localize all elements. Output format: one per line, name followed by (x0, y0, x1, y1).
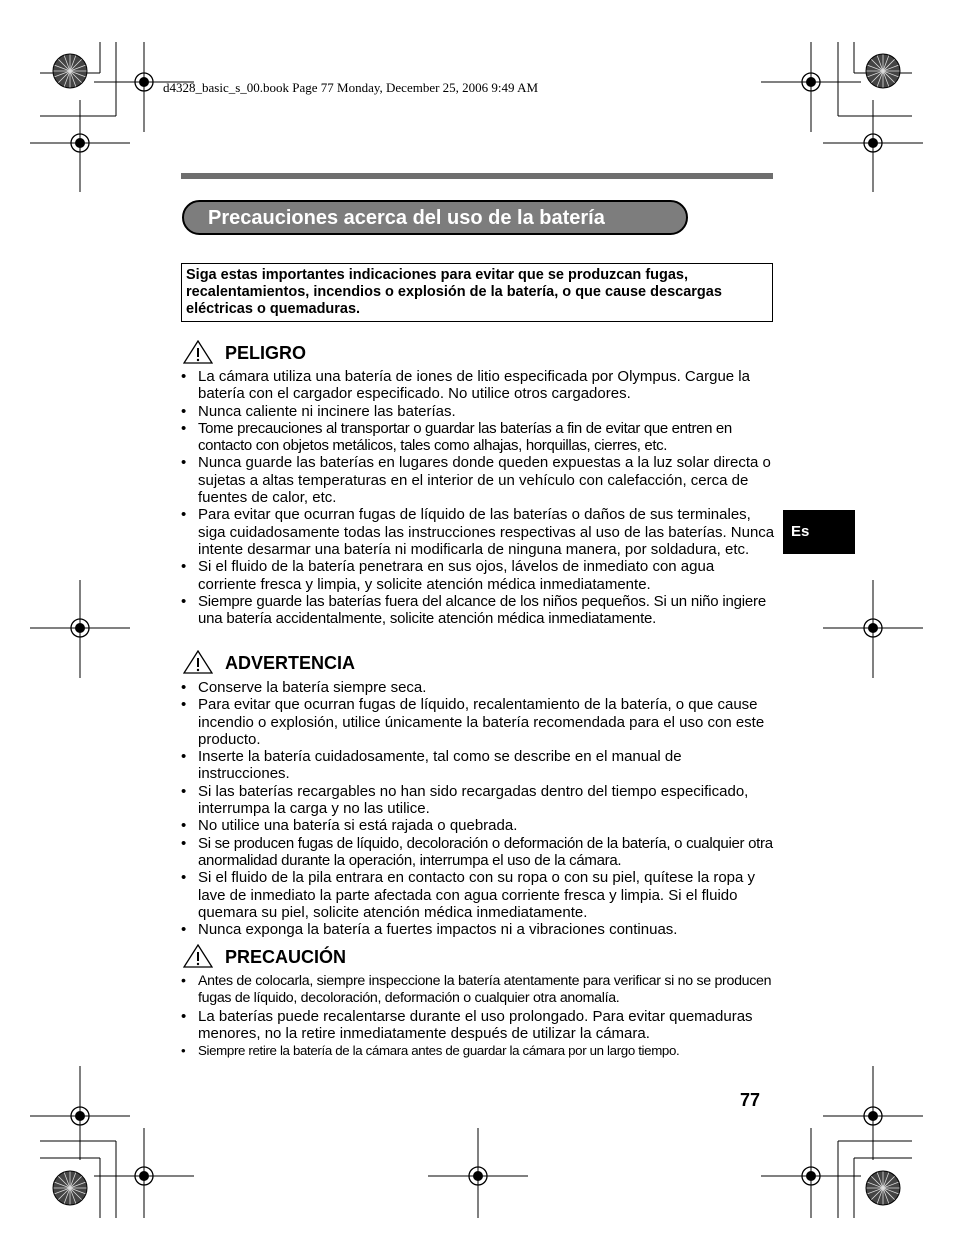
section-precaucion-heading (183, 944, 346, 968)
page-number: 77 (740, 1090, 761, 1110)
section-peligro-heading (183, 340, 306, 364)
list-item: • Si se producen fugas de líquido, decoloración o deformación de la batería, o cualquier otra anormalidad durante la operación, interrumpa el uso de la cámara. (181, 835, 775, 870)
list-item: • Si el fluido de la pila entrara en contacto con su ropa o con su piel, quítese la ropa y lave de inmediato la parte afectada con agua corriente fresca y limpia. Si el fluido quemara su piel, solicite atención médica inmediatamente. (181, 869, 775, 921)
list-item: • La cámara utiliza una batería de iones de litio especificada por Olympus. Cargue la batería con el cargador especificado. No utilice otros cargadores. (181, 368, 775, 403)
list-item: • Para evitar que ocurran fugas de líquido de las baterías o daños de sus terminales, siga cuidadosamente todas las instrucciones respectivas al uso de las baterías. Nunca intente desarmar una batería ni modificarla de ninguna manera, por soldadura, etc. (181, 506, 775, 558)
list-item: • No utilice una batería si está rajada o quebrada. (181, 817, 775, 834)
list-item: • Para evitar que ocurran fugas de líquido, recalentamiento de la batería, o que cause incendio o explosión, utilice únicamente la batería recomendada para el uso con este producto. (181, 696, 775, 748)
list-item: • Nunca exponga la batería a fuertes impactos ni a vibraciones continuas. (181, 921, 775, 938)
intro-box: Siga estas importantes indicaciones para evitar que se produzcan fugas, recalentamientos, incendios o explosión de la batería, o que cause descargas eléctricas o quemaduras. (181, 263, 773, 322)
list-item: • Nunca guarde las baterías en lugares donde queden expuestas a la luz solar directa o sujetas a altas temperaturas en el interior de un vehículo con calefacción, cerca de fuentes de calor, etc. (181, 454, 775, 506)
page-title: Precauciones acerca del uso de la batería (208, 207, 605, 229)
warning-triangle-icon (183, 650, 213, 674)
section-heading: PELIGRO (225, 343, 307, 363)
list-item: • Nunca caliente ni incinere las baterías. (181, 403, 775, 420)
section-heading: ADVERTENCIA (225, 653, 356, 673)
list-item: • Si el fluido de la batería penetrara en sus ojos, lávelos de inmediato con agua corriente fresca y limpia, y solicite atención médica inmediatamente. (181, 558, 775, 593)
section-advertencia-heading (183, 650, 355, 674)
list-item: • Siempre retire la batería de la cámara antes de guardar la cámara por un largo tiempo. (181, 1042, 775, 1059)
warning-triangle-icon (183, 340, 213, 364)
list-item: • Antes de colocarla, siempre inspeccione la batería atentamente para verificar si no se producen fugas de líquido, decoloración, deformación o cualquier otra anomalía. (181, 973, 775, 1008)
list-item: • Conserve la batería siempre seca. (181, 679, 775, 696)
file-info-header: d4328_basic_s_00.book Page 77 Monday, December 25, 2006 9:49 AM (163, 80, 539, 95)
list-item: • Tome precauciones al transportar o guardar las baterías a fin de evitar que entren en contacto con objetos metálicos, tales como alhajas, horquillas, cierres, etc. (181, 420, 775, 455)
language-tab: Es (783, 510, 855, 554)
section-heading: PRECAUCIÓN (225, 947, 347, 967)
list-item: • Inserte la batería cuidadosamente, tal como se describe en el manual de instrucciones. (181, 748, 775, 783)
list-item: • Si las baterías recargables no han sido recargadas dentro del tiempo especificado, interrumpa la carga y no las utilice. (181, 783, 775, 818)
list-item: • La baterías puede recalentarse durante el uso prolongado. Para evitar quemaduras menores, no la retire inmediatamente después de utilizar la cámara. (181, 1008, 775, 1043)
advertencia-list (181, 679, 775, 938)
peligro-list (181, 368, 775, 627)
precaucion-list (181, 973, 775, 1059)
title-banner (182, 200, 688, 235)
top-rule (181, 173, 773, 179)
list-item: • Siempre guarde las baterías fuera del alcance de los niños pequeños. Si un niño ingiere una batería accidentalmente, solicite atención médica inmediatamente. (181, 593, 775, 628)
warning-triangle-icon (183, 944, 213, 968)
